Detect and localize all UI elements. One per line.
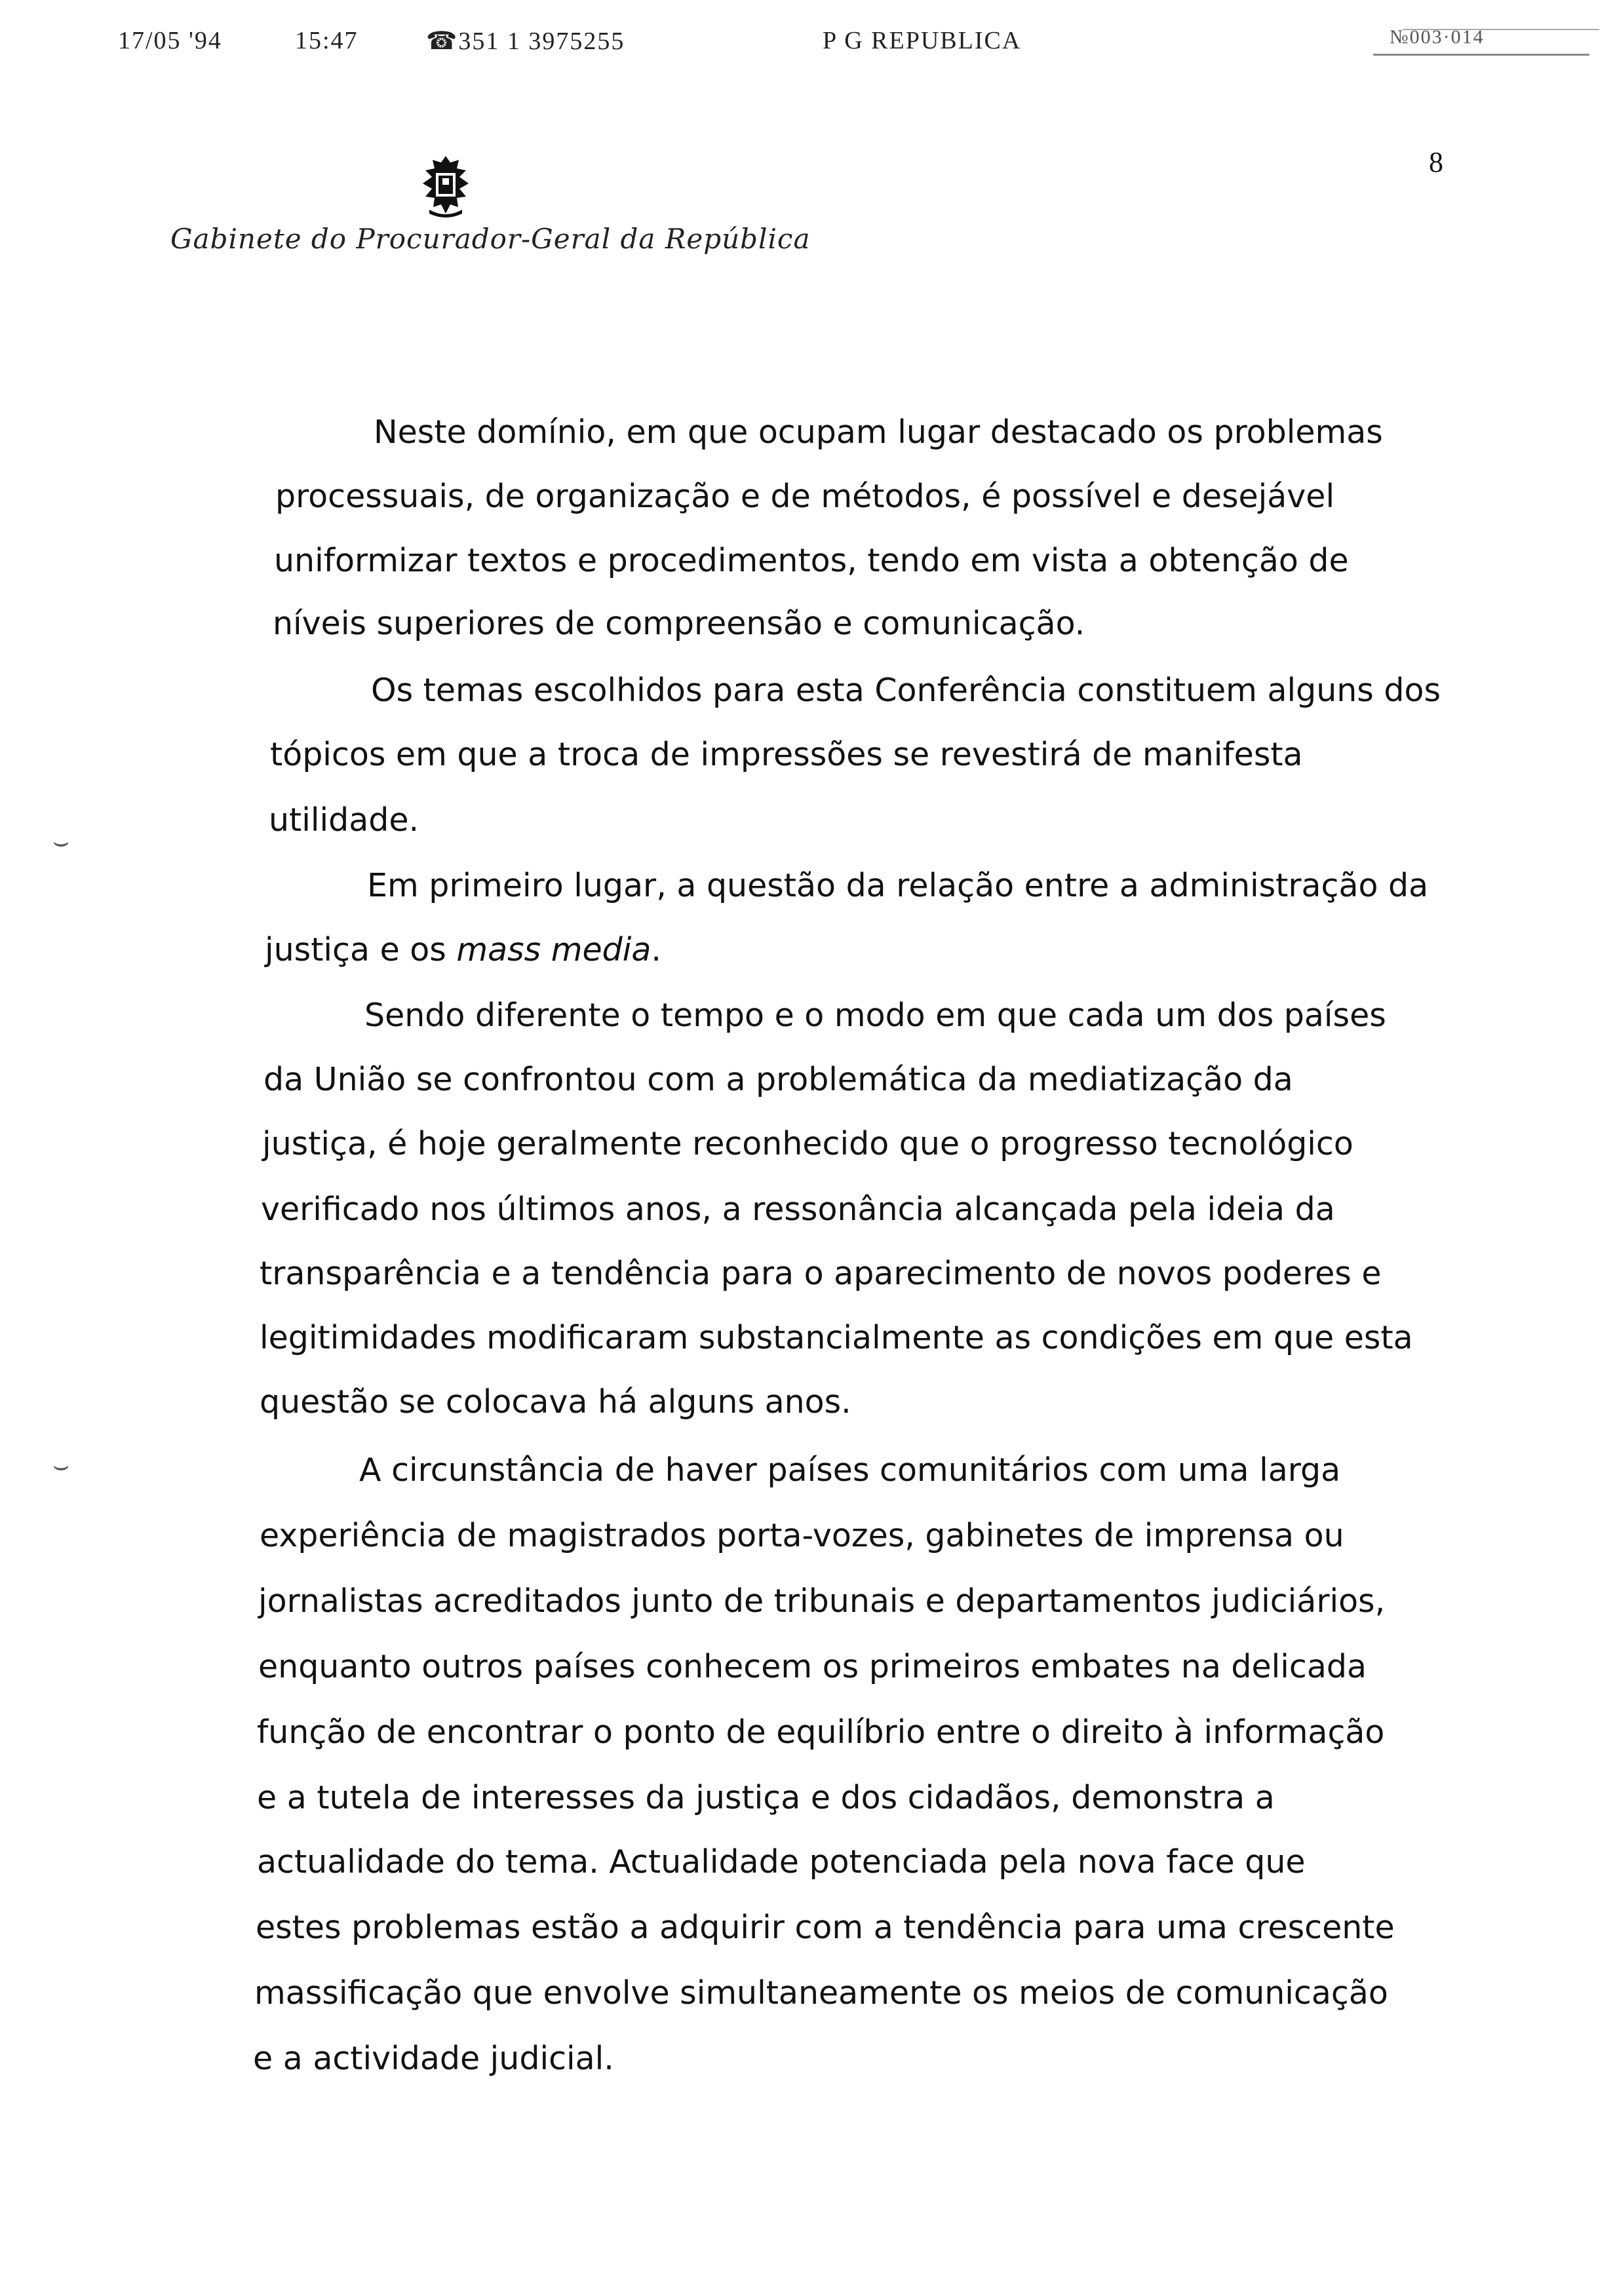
letterhead-office: Gabinete do Procurador-Geral da República (170, 223, 811, 255)
paragraph-3-line-2 (265, 930, 661, 970)
paragraph-4-line-4: verificado nos últimos anos, a ressonância alcançada pela ideia da (261, 1191, 1335, 1228)
paragraph-5-line-2: experiência de magistrados porta-vozes, gabinetes de imprensa ou (260, 1517, 1344, 1554)
coat-of-arms-icon (410, 151, 482, 223)
paragraph-5-line-6: e a tutela de interesses da justiça e dos cidadãos, demonstra a (257, 1779, 1275, 1816)
paragraph-5-line-1: A circunstância de haver países comunitários com uma larga (359, 1451, 1341, 1489)
paragraph-5-line-8: estes problemas estão a adquirir com a tendência para uma crescente (256, 1909, 1395, 1946)
fax-header (0, 26, 1615, 66)
paragraph-2-line-3: utilidade. (269, 801, 419, 839)
fax-time: 15:47 (295, 27, 359, 54)
fax-rule (1373, 54, 1589, 56)
paragraph-4-line-3: justiça, é hoje geralmente reconhecido que o progresso tecnológico (262, 1125, 1353, 1162)
fax-date: 17/05 '94 (118, 27, 222, 54)
paragraph-5-line-4: enquanto outros países conhecem os primeiros embates na delicada (258, 1648, 1367, 1685)
paragraph-1-line-2: processuais, de organização e de métodos, é possível e desejável (275, 478, 1335, 515)
paragraph-3-line-1: Em primeiro lugar, a questão da relação entre a administração da (367, 867, 1429, 904)
paragraph-4-line-1: Sendo diferente o tempo e o modo em que cada um dos países (364, 997, 1386, 1034)
fax-rule-top (1403, 29, 1599, 30)
fax-page-code: №003·014 (1390, 26, 1485, 48)
punch-hole-mark: ⌣ (52, 1451, 70, 1481)
paragraph-5-line-10: e a actividade judicial. (253, 2040, 614, 2077)
page-number: 8 (1429, 146, 1443, 178)
paragraph-2-line-2: tópicos em que a troca de impressões se revestirá de manifesta (270, 736, 1303, 773)
paragraph-4-line-5: transparência e a tendência para o aparecimento de novos poderes e (260, 1255, 1382, 1292)
paragraph-4-line-2: da União se confrontou com a problemática da mediatização da (263, 1061, 1293, 1098)
paragraph-1-line-4: níveis superiores de compreensão e comunicação. (273, 605, 1085, 642)
paragraph-4-line-6: legitimidades modificaram substancialmente as condições em que esta (260, 1319, 1413, 1356)
paragraph-4-line-7: questão se colocava há alguns anos. (260, 1383, 851, 1421)
paragraph-5-line-9: massificação que envolve simultaneamente os meios de comunicação (254, 1974, 1388, 2012)
paragraph-3-period: . (651, 931, 661, 968)
fax-sender: P G REPUBLICA (823, 27, 1022, 54)
paragraph-5-line-3: jornalistas acreditados junto de tribunais e departamentos judiciários, (258, 1582, 1386, 1620)
fax-phone: ☎351 1 3975255 (426, 28, 625, 55)
paragraph-3-line-2-text: justiça e os (265, 931, 446, 968)
paragraph-2-line-1: Os temas escolhidos para esta Conferência constituem alguns dos (371, 672, 1441, 709)
punch-hole-mark: ⌣ (52, 827, 70, 857)
paragraph-5-line-5: função de encontrar o ponto de equilíbrio entre o direito à informação (257, 1713, 1385, 1751)
paragraph-5-line-7: actualidade do tema. Actualidade potenciada pela nova face que (257, 1843, 1306, 1881)
mass-media-term: mass media (456, 931, 652, 968)
paragraph-1-line-3: uniformizar textos e procedimentos, tendo em vista a obtenção de (274, 542, 1349, 579)
paragraph-1-line-1: Neste domínio, em que ocupam lugar destacado os problemas (374, 413, 1383, 451)
